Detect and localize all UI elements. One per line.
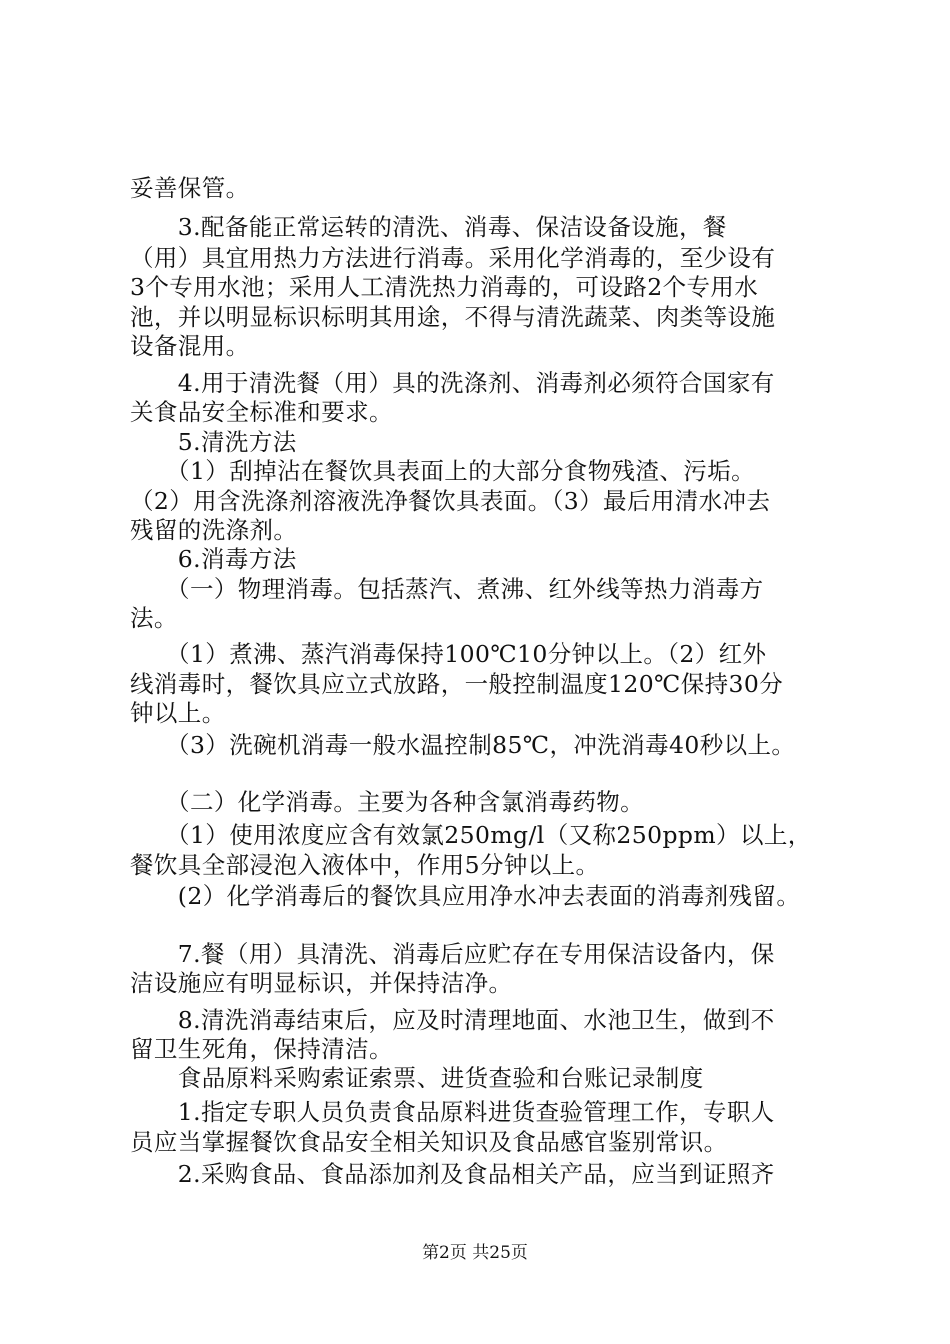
text-line: 线消毒时，餐饮具应立式放路，一般控制温度120℃保持30分 — [130, 670, 784, 698]
text-line: （用）具宜用热力方法进行消毒。采用化学消毒的，至少设有 — [130, 244, 776, 272]
text-line: 池，并以明显标识标明其用途，不得与清洗蔬菜、肉类等设施 — [130, 303, 776, 331]
text-line: 3个专用水池；采用人工清洗热力消毒的，可设路2个专用水 — [130, 273, 759, 301]
text-line: 4.用于清洗餐（用）具的洗涤剂、消毒剂必须符合国家有 — [130, 369, 775, 397]
text-line: （1）煮沸、蒸汽消毒保持100℃10分钟以上。（2）红外 — [130, 640, 767, 668]
text-line: 8.清洗消毒结束后，应及时清理地面、水池卫生，做到不 — [130, 1006, 775, 1034]
text-line: （1）刮掉沾在餐饮具表面上的大部分食物残渣、污垢。 — [130, 457, 756, 485]
text-line: 1.指定专职人员负责食品原料进货查验管理工作，专职人 — [130, 1098, 775, 1126]
text-line: 6.消毒方法 — [130, 545, 297, 573]
page-footer: 第2页 共25页 — [422, 1243, 528, 1263]
text-line: 3.配备能正常运转的清洗、消毒、保洁设备设施，餐 — [130, 213, 727, 241]
text-line: 员应当掌握餐饮食品安全相关知识及食品感官鉴别常识。 — [130, 1128, 728, 1156]
text-line: 餐饮具全部浸泡入液体中，作用5分钟以上。 — [130, 851, 600, 879]
text-line: 留卫生死角，保持清洁。 — [130, 1035, 393, 1063]
text-line: （2）用含洗涤剂溶液洗净餐饮具表面。（3）最后用清水冲去 — [130, 487, 771, 515]
text-line: 7.餐（用）具清洗、消毒后应贮存在专用保洁设备内，保 — [130, 940, 775, 968]
text-line: 洁设施应有明显标识，并保持洁净。 — [130, 969, 513, 997]
text-line: 关食品安全标准和要求。 — [130, 398, 393, 426]
text-line: 钟以上。 — [130, 699, 226, 727]
text-line: 法。 — [130, 604, 178, 632]
text-line: （二）化学消毒。主要为各种含氯消毒药物。 — [130, 788, 645, 816]
text-line: 设备混用。 — [130, 332, 250, 360]
text-line: 妥善保管。 — [130, 174, 250, 202]
text-line: 5.清洗方法 — [130, 428, 297, 456]
text-line: （一）物理消毒。包括蒸汽、煮沸、红外线等热力消毒方 — [130, 575, 764, 603]
text-line: 残留的洗涤剂。 — [130, 516, 298, 544]
text-line: （1）使用浓度应含有效氯250mg/l（又称250ppm）以上， — [130, 821, 812, 849]
text-line: 2.采购食品、食品添加剂及食品相关产品，应当到证照齐 — [130, 1160, 775, 1188]
text-line: （3）洗碗机消毒一般水温控制85℃，冲洗消毒40秒以上。 — [130, 731, 796, 759]
text-line: 食品原料采购索证索票、进货查验和台账记录制度 — [130, 1064, 704, 1092]
text-line: (2）化学消毒后的餐饮具应用净水冲去表面的消毒剂残留。 — [130, 882, 801, 910]
